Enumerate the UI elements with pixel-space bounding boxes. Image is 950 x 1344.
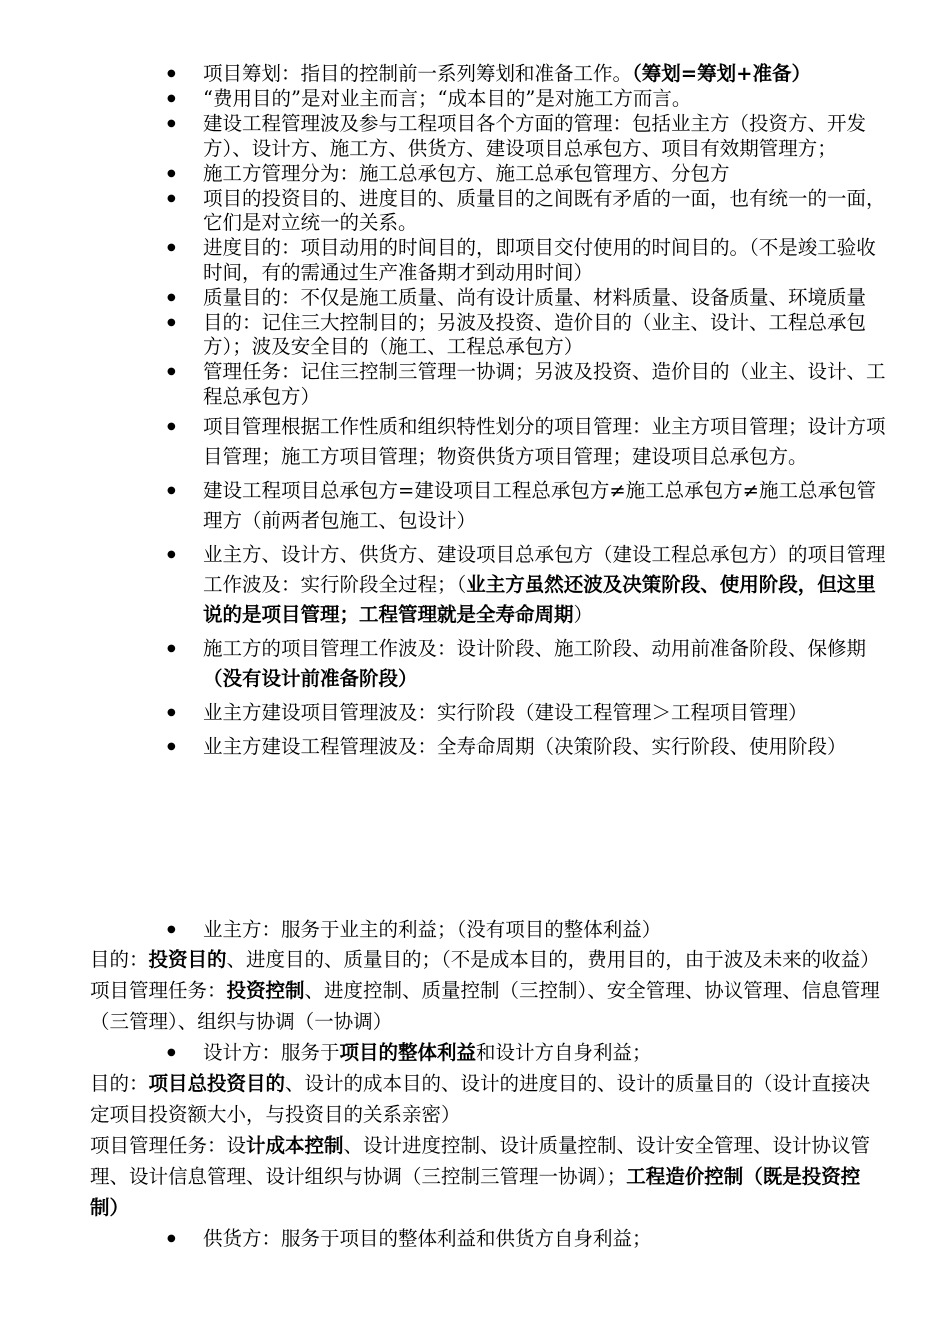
list-item [203, 162, 893, 187]
text-run: 业主方建设项目管理波及：实行阶段（建设工程管理＞工程项目管理） [203, 701, 808, 724]
owner-goal-paragraph [0, 944, 880, 975]
section-project-management-notes [0, 62, 893, 766]
list-item [203, 476, 893, 536]
list-item [203, 698, 893, 728]
text-run: 施工方管理分为：施工总承包方、施工总承包管理方、分包方 [203, 161, 730, 185]
text-run: ） [573, 603, 594, 626]
list-item [203, 236, 893, 285]
text-run: 项目筹划：指目的控制前一系列筹划和准备工作。 [203, 62, 633, 85]
bold-text-run: 投资目的 [148, 947, 227, 971]
text-run: 项目的投资目的、进度目的、质量目的之间既有矛盾的一面，也有统一的一面，它们是对立统一的关系。 [203, 186, 886, 234]
supplier-bullet [203, 1223, 893, 1254]
notes-list-top [0, 62, 893, 762]
text-run: 供货方：服务于项目的整体利益和供货方自身利益； [203, 1227, 652, 1250]
text-run: 业主方：服务于业主的利益；（没有项目的整体利益） [203, 918, 662, 941]
owner-bullet [203, 917, 893, 943]
text-run: 业主方、设计方、供货方、建设项目总承包方（建设工程总承包方）的项目管理工作波及：实行阶段全过程；（ [203, 543, 886, 596]
text-run: 、设计的成本目的、设计的进度目的、设计的质量目的（设计直接决定项目投资额大小，与投资目的关系亲密） [90, 1072, 871, 1126]
design-tasks-paragraph [0, 1130, 880, 1223]
bold-text-run: 工程造价控制（既是投资控制） [90, 1165, 861, 1219]
text-run: 设计方：服务于 [203, 1040, 340, 1064]
owner-tasks-paragraph [0, 975, 880, 1037]
supplier-bullet-list [0, 1223, 893, 1254]
design-bullet-list [0, 1037, 893, 1068]
bold-text-run: 计成本控制 [246, 1134, 344, 1157]
design-goal-paragraph [0, 1068, 880, 1130]
text-run: “费用目的”是对业主而言；“成本目的”是对施工方而言。 [203, 87, 692, 110]
text-run: 、设计进度控制、设计质量控制、设计安全管理、设计协议管理、设计信息管理、设计组织与协调（三控制三管理一协调）； [90, 1134, 871, 1188]
text-run: 目的：记住三大控制目的；另波及投资、造价目的（业主、设计、工程总承包方）；波及安全目的（施工、工程总承包方） [203, 310, 867, 358]
list-item [203, 187, 893, 236]
text-run: 和设计方自身利益； [476, 1040, 652, 1064]
list-item [203, 62, 893, 87]
bold-text-run: 投资控制 [226, 978, 305, 1002]
text-run: 质量目的：不仅是施工质量、尚有设计质量、材料质量、设备质量、环境质量 [203, 285, 867, 309]
list-item [203, 634, 893, 694]
text-run: 、进度目的、质量目的；（不是成本目的，费用目的，由于波及未来的收益） [226, 947, 880, 971]
text-run: 项目管理任务：设 [90, 1134, 247, 1157]
text-run: 业主方建设工程管理波及：全寿命周期（决策阶段、实行阶段、使用阶段） [203, 735, 847, 758]
text-run: 目的： [90, 1072, 149, 1095]
list-item [203, 286, 893, 311]
text-run: 项目管理任务： [90, 978, 227, 1002]
list-item [203, 540, 893, 630]
text-run: 施工方的项目管理工作波及：设计阶段、施工阶段、动用前准备阶段、保修期 [203, 637, 867, 660]
bold-text-run: 业主方虽然还波及决策阶段、使用阶段，但这里说的是项目管理；工程管理就是全寿命周期 [203, 573, 876, 626]
text-run: 建设工程项目总承包方=建设项目工程总承包方≠施工总承包方≠施工总承包管理方（前两者包施工、包设计） [203, 479, 877, 532]
bold-text-run: 项目总投资目的 [148, 1072, 286, 1095]
text-run: 项目管理根据工作性质和组织特性划分的项目管理：业主方项目管理；设计方项目管理；施工方项目管理；物资供货方项目管理；建设项目总承包方。 [203, 415, 886, 468]
list-item [203, 311, 893, 360]
list-item [203, 412, 893, 472]
text-run: 管理任务：记住三控制三管理一协调；另波及投资、造价目的（业主、设计、工程总承包方） [203, 360, 886, 408]
text-run: 目的： [90, 947, 149, 971]
bold-text-run: （没有设计前准备阶段） [203, 667, 418, 690]
bold-text-run: （筹划=筹划+准备） [632, 62, 811, 85]
text-run: 、进度控制、质量控制（三控制）、安全管理、协议管理、信息管理（三管理）、组织与协调（一协调） [90, 978, 880, 1033]
list-item [203, 360, 893, 409]
list-item [203, 732, 893, 762]
list-item [203, 112, 893, 161]
text-run: 进度目的：项目动用的时间目的，即项目交付使用的时间目的。（不是竣工验收时间，有的需通过生产准备期才到动用时间） [203, 236, 876, 284]
section-party-roles [0, 917, 893, 1255]
design-bullet [203, 1037, 893, 1068]
list-item [203, 87, 893, 112]
text-run: 建设工程管理波及参与工程项目各个方面的管理：包括业主方（投资方、开发方）、设计方、施工方、供货方、建设项目总承包方、项目有效期管理方； [203, 112, 867, 160]
owner-bullet-list [0, 917, 893, 943]
bold-text-run: 项目的整体利益 [339, 1040, 477, 1064]
